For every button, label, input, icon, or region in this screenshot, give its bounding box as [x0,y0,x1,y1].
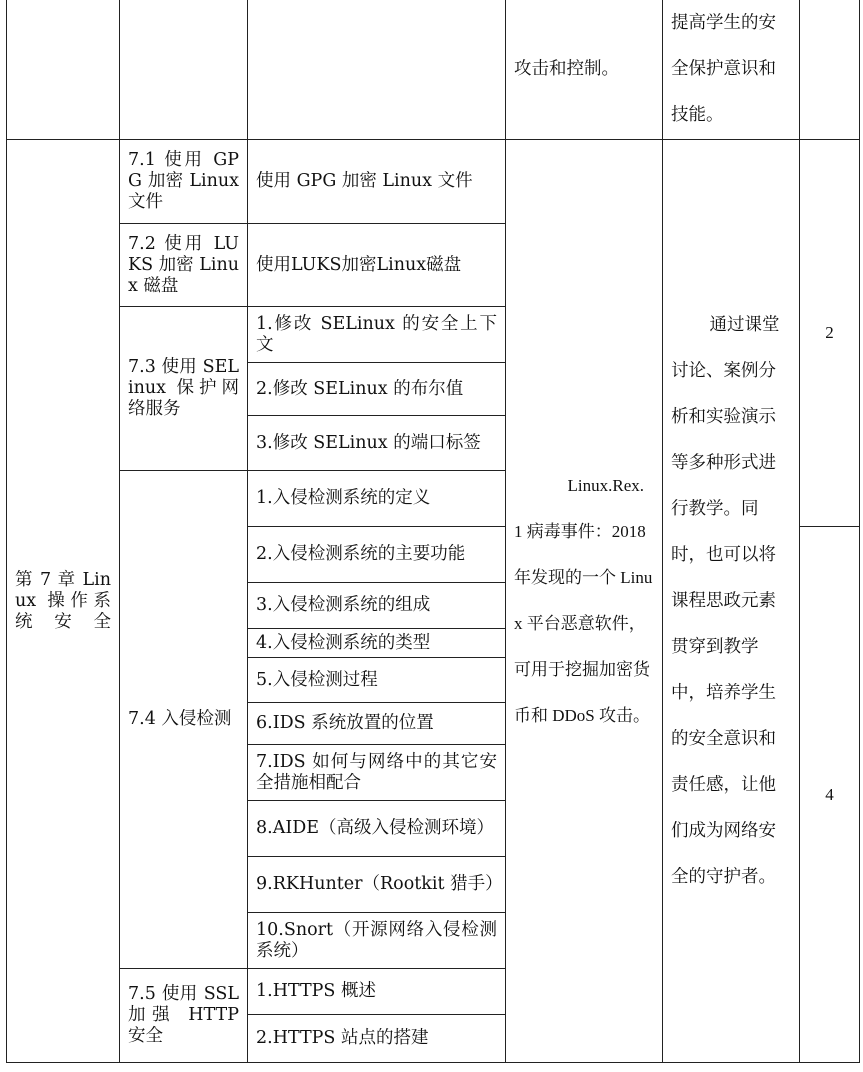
syllabus-table [6,0,860,1063]
ideology-cell: 通过课堂讨论、案例分析和实验演示等多种形式进行教学。同时，也可以将课程思政元素贯穿到教学中，培养学生的安全意识和责任感，让他们成为网络安全的守护者。 [663,140,800,1063]
ideology-tail: 提高学生的安全保护意识和技能。 [663,0,800,140]
topic-item: 3.修改 SELinux 的端口标签 [248,416,506,471]
section-row-7-1 [7,140,860,224]
section-title: 7.1 使用 GPG 加密 Linux 文件 [120,140,248,224]
hours-cell: 2 [800,140,860,527]
topic-item: 7.IDS 如何与网络中的其它安全措施相配合 [248,745,506,801]
case-study-body: 1 病毒事件：2018 年发现的一个 Linux 平台恶意软件，可用于挖掘加密货币和 DDoS 攻击。 [514,522,653,725]
topic-item: 2.HTTPS 站点的搭建 [248,1015,506,1063]
topic-item: 使用 GPG 加密 Linux 文件 [248,140,506,224]
topic-item: 10.Snort（开源网络入侵检测系统） [248,913,506,969]
topic-item: 8.AIDE（高级入侵检测环境） [248,801,506,857]
topic-item: 3.入侵检测系统的组成 [248,583,506,629]
section-title: 7.5 使用 SSL 加强 HTTP 安全 [120,969,248,1063]
continuation-row [7,0,860,140]
hours-cell-empty [800,0,860,140]
section-title: 7.2 使用 LUKS 加密 Linux 磁盘 [120,224,248,307]
topic-item: 1.HTTPS 概述 [248,969,506,1015]
section-cell-empty [120,0,248,140]
topic-item: 1.入侵检测系统的定义 [248,471,506,527]
case-study-heading: Linux.Rex. [567,476,644,495]
section-title: 7.3 使用 SELinux 保护网络服务 [120,307,248,471]
case-study-cell [506,140,663,1063]
topic-item: 1.修改 SELinux 的安全上下文 [248,307,506,363]
topic-item: 2.入侵检测系统的主要功能 [248,527,506,583]
topic-item: 使用LUKS加密Linux磁盘 [248,224,506,307]
chapter-cell-empty [7,0,120,140]
case-study-tail: 攻击和控制。 [506,0,663,140]
topic-cell-empty [248,0,506,140]
topic-item: 5.入侵检测过程 [248,658,506,703]
section-title: 7.4 入侵检测 [120,471,248,969]
chapter-title: 第 7 章 Linux 操作系统安全 [7,140,120,1063]
topic-item: 2.修改 SELinux 的布尔值 [248,363,506,416]
topic-item: 6.IDS 系统放置的位置 [248,703,506,745]
topic-item: 4.入侵检测系统的类型 [248,629,506,658]
hours-cell: 4 [800,527,860,1063]
topic-item: 9.RKHunter（Rootkit 猎手） [248,857,506,913]
